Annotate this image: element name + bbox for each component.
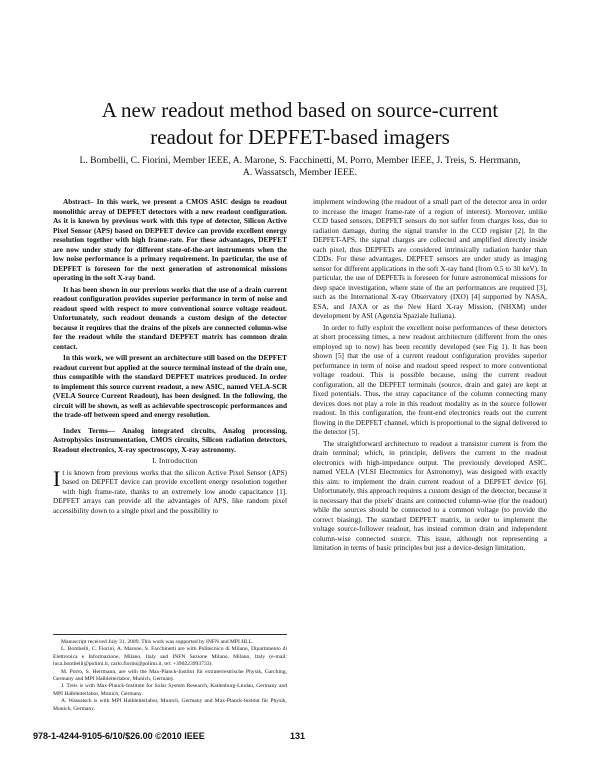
intro-paragraph-1-text: t is known from previous works that the silicon Active Pixel Sensor (APS) based on DEPFET device can provide excellent energy resolution together with high frame-rate, thanks to an extremely low anode capacitance [1]. DEPFET arrays can provide all the advantages of APS, like random pixel accessibility down to a single pixel and the possibility to xyxy=(53,467,287,515)
author-list xyxy=(40,155,560,179)
abstract-paragraph-2: It has been shown in our previous works that the use of a drain current readout configuration provides superior performance in term of noise and readout speed with respect to more conventional source voltage readout. Unfortunately, such readout demands a custom design of the detector because it requires that the drains of the pixels are connected column-wise for the readout while the standard DEPFET matrix has common drain contact. xyxy=(53,284,287,351)
right-paragraph-1: implement windowing (the readout of a small part of the detector area in order to increase the imager frame-rate of a region of interest). Moreover, unlike CCD based sensors, DEPFET sensors do not suffer from charges loss, due to radiation damage, during the signal transfer in the CCD register [2]. In the DEPFET-APS, the signal charges are collected and amplified directly inside each pixel, thus DEPFETs are considered intrinsically radiation harder than CDDs. For these advantages, DEPFET sensors are under study as imaging sensor for different applications in the soft X-ray band (from 0.5 to 30 keV). In particular, the use of DEPFETs is foreseen for future astronomical missions for deep space investigation, where state of the art performances are required [3], such as the International X-ray Observatory (IXO) [4] supported by NASA, ESA, and JAXA or as the New Hard X-ray Mission, (NHXM) under development by ASI (Agenzia Spaziale Italiana). xyxy=(313,197,547,320)
footnote-mpe: M. Porro, S. Herrmann, are with the Max-Planck-Institut für extraterrestrische Physik, Garching, Germany and MPI Halbleiterlabor, Munich, Germany. xyxy=(53,668,287,683)
section-heading-introduction: I. Introduction xyxy=(152,456,198,465)
left-column xyxy=(53,197,287,517)
intro-paragraph-1 xyxy=(53,465,287,516)
authors-line-1: L. Bombelli, C. Fiorini, Member IEEE, A. Marone, S. Facchinetti, M. Porro, Member IEEE, J. Treis, S. Herrmann, xyxy=(79,155,521,166)
footnote-mps: J. Treis is with Max-Planck-Institute for Solar System Research, Katlenburg-Lindau, Germany and MPI Halbleiterlabor, Munich, Germany. xyxy=(53,683,287,697)
abstract-paragraph-1: Abstract– In this work, we present a CMOS ASIC design to readout monolithic array of DEPFET detectors with a new readout configuration. As it is known by previous work with this type of detector, Silicon Active Pixel Sensor (APS) based on DEPFET device can provide excellent energy resolution together with high frame-rate. For these advantages, DEPFET are now under study for different state-of-the-art instruments when the low noise performance is a primary requirement. In particular, the use of DEPFET is foreseen for the next generation of astronomical missions operating in the soft X-ray band. xyxy=(53,197,287,282)
footer-isbn: 978-1-4244-9105-6/10/$26.00 ©2010 IEEE xyxy=(33,731,205,741)
drop-cap: I xyxy=(53,465,61,491)
right-column xyxy=(313,197,547,555)
page-number: 131 xyxy=(290,731,306,741)
right-paragraph-3: The straightforward architecture to readout a transistor current is from the drain terminal; which, in principle, delivers the current to the readout electronics with high-impedance output. The previously developed ASIC, named VELA (VLSI Electronics for Astronomy), was designed with exactly this aim: to implement the drain current readout of a DEPFET device [6]. Unfortunately, this approach requires a custom design of the detector, because it is necessary that the pixels' drains are connected column-wise (for the readout) while the sources should be connected to a common voltage (to provide the correct biasing). The standard DEPFET matrix, in order to implement the voltage source-follower readout, has instead common drain and independent column-wise connected source. This issue, although not representing a limitation in terms of basic principles but just a device-design limitation, xyxy=(313,438,547,552)
index-terms: Index Terms— Analog integrated circuits, Analog processing, Astrophysics instrumentation, CMOS circuits, Silicon radiation detectors, Readout electronics, X-ray spectroscopy, X-ray astronomy. xyxy=(53,425,287,454)
right-paragraph-2: In order to fully exploit the excellent noise performances of these detectors at short processing times, a new readout architecture (different from the ones employed up to now) has been recently developed (see Fig 1). It has been shown [5] that the use of a current readout configuration provides superior performance in term of noise and readout speed respect to more conventional voltage readout. This is possible because, using the current readout configuration, all the DEPFET terminals (source, drain and gate) are kept at fixed potentials. Thus, the stray capacitance of the column connecting many devices does not play a role in this readout modality as in the source follower readout. In this configuration, the front-end electronics reads out the current flowing in the DEPFET channel, which is proportional to the signal delivered to the detector [5]. xyxy=(313,322,547,436)
authors-line-2: A. Wassatsch, Member IEEE. xyxy=(242,167,358,178)
title-line-1: A new readout method based on source-current xyxy=(101,98,499,122)
paper-title xyxy=(40,97,560,151)
abstract-paragraph-3: In this work, we will present an architecture still based on the DEPFET readout current but applied at the source terminal instead of the drain one, thus compatible with the standard DEPFET matrices produced. In order to implement this source current readout, a new ASIC, named VELA-SCR (VELA Source Current Readout), has been designed. In the following, the circuit will be shown, as well as achievable spectroscopic performances and the trade-off between speed and energy resolution. xyxy=(53,353,287,419)
footnote-polimi: L. Bombelli, C. Fiorini, A. Marone, S. Facchinetti are with Politecnico di Milano, Dipartimento di Elettronica e Informazione, Milano, Italy and INFN Sezione Milano, Milano, Italy (e-mail: luca.bombelli@polimi.it, carlo.fiorini@polimi.it, tel: +390223993733). xyxy=(53,646,287,668)
footnote-mpp: A. Wassatsch is with MPI Halbleiterlabor, Munich, Germany and Max-Planck-Institut für Physik, Munich, Germany. xyxy=(53,698,287,712)
footnote-manuscript: Manuscript received July 31, 2009. This work was supported by INFN and MPI HLL. xyxy=(61,639,254,645)
title-line-2: readout for DEPFET-based imagers xyxy=(150,125,450,149)
footnotes xyxy=(53,634,287,713)
